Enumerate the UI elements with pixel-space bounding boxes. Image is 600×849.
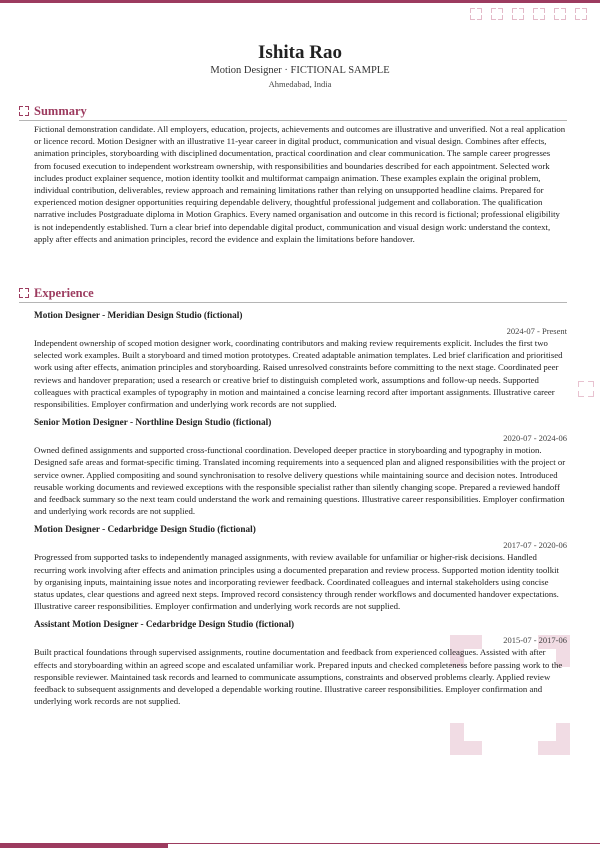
corner-mark-icon	[554, 8, 566, 20]
job-title: Motion Designer - Cedarbridge Design Studio (fictional)	[34, 525, 256, 536]
corner-mark-icon	[491, 8, 503, 20]
job-description: Progressed from supported tasks to independently managed assignments, with review available for unfamiliar or higher-risk decisions. Handled recurring work involving after effects and animation principles using a documented preparation and review process. Supported motion identity toolkit by organising inputs, maintaining issue notes and incorporating reviewer feedback. Coordinated colleagues and internal stakeholders using concise status updates, clear questions and agreed next steps. Improved record consistency through render workflows and documented handover expectations. Illustrative career responsibilities. Employer confirmation and underlying work records are not supplied.	[34, 552, 559, 612]
section-marker-icon	[19, 288, 29, 298]
job-entry	[34, 417, 567, 517]
summary-section	[19, 102, 567, 245]
job-title: Senior Motion Designer - Northline Design Studio (fictional)	[34, 418, 272, 429]
job-entry	[34, 524, 567, 612]
section-header	[19, 102, 567, 121]
header-decoration	[470, 8, 587, 20]
job-dates: 2015-07 - 2017-06	[503, 635, 567, 646]
corner-mark-icon	[470, 8, 482, 20]
side-corner-mark-icon	[578, 381, 594, 397]
person-location: Ahmedabad, India	[268, 79, 332, 89]
person-headline: Motion Designer · FICTIONAL SAMPLE	[210, 65, 390, 76]
corner-mark-icon	[533, 8, 545, 20]
job-description: Built practical foundations through supervised assignments, routine documentation and feedback from experienced colleagues. Assisted with after effects and storyboarding within an agreed scope and escalated unfamiliar work. Prepared inputs and checked completeness before passing work to the responsible reviewer. Maintained task records and learned to communicate assumptions, constraints and observed problems clearly. Applied review feedback to subsequent assignments and developed a dependable working routine. Illustrative career responsibilities. Employer confirmation and underlying work records are not supplied.	[34, 647, 563, 707]
job-title: Assistant Motion Designer - Cedarbridge Design Studio (fictional)	[34, 620, 295, 631]
job-dates: 2020-07 - 2024-06	[503, 433, 567, 444]
job-dates: 2017-07 - 2020-06	[503, 540, 567, 551]
bottom-accent-bar	[0, 843, 168, 848]
job-description: Owned defined assignments and supported cross-functional coordination. Developed deeper practice in storyboarding and typography in motion. Designed safe areas and format-specific timing. Translated incoming requirements into a sequenced plan and aligned responsibilities with the project or service owner. Applied compositing and sound synchronisation to resolve delivery questions while maintaining source and decision notes. Introduced reusable working documents and reviewed exceptions with the responsible specialist rather than silently changing scope. Prepared a reviewed handoff and feedback summary so the next team could understand the work and remaining questions. Illustrative career responsibilities. Employer confirmation and underlying work records are not supplied.	[34, 445, 566, 517]
corner-mark-icon	[575, 8, 587, 20]
job-dates: 2024-07 - Present	[506, 326, 567, 336]
resume-header	[0, 42, 600, 90]
corner-mark-icon	[512, 8, 524, 20]
job-description: Independent ownership of scoped motion designer work, coordinating contributors and making review requirements explicit. Includes the first two selected work examples. Built a storyboard and timed motion prototypes. Created adaptable animation templates. Led brief clarification and prioritised work using after effects, animation principles and storyboarding. Raised unresolved constraints before committing to the next stage. Coordinated peer reviews and handover preparation; used a research or creative brief to distinguish completed work, assumptions and follow-up needs. Supported colleagues with practical examples of typography in motion and maintained a concise learning record after important assignments. Illustrative career responsibilities. Employer confirmation and underlying work records are not supplied.	[34, 338, 563, 410]
person-name: Ishita Rao	[258, 42, 342, 63]
section-marker-icon	[19, 106, 29, 116]
job-entry	[34, 619, 567, 707]
section-title: Summary	[34, 103, 87, 118]
summary-text: Fictional demonstration candidate. All employers, education, projects, achievements and outcomes are illustrative and unverified. Not a real application or licence record. Motion Designer with an illustrative 11-year career in digital product, communication and visual design. Combines after effects, animation principles, storyboarding with disciplined documentation, practical coordination and clear communication. The sample career progresses from focused execution to independent workstream ownership, with responsibilities and boundaries described for each appointment. Selected work includes product explainer sequence, motion identity toolkit and multiformat campaign animation. These examples explain the original problem, individual contribution, deliverables, review approach and remaining limitations rather than relying on unsupported headline claims. Prepared for experienced motion designer opportunities requiring dependable delivery, thoughtful professional judgement and collaboration. The qualification narrative includes Postgraduate diploma in Motion Graphics. Every named organisation and outcome in this record is fictional; professional eligibility is not independently established. Turn a clear brief into dependable digital product, communication and visual design work: understand the context, apply after effects and animation principles, record the evidence and explain the limitations before handover.	[34, 124, 566, 244]
job-title: Motion Designer - Meridian Design Studio (fictional)	[34, 311, 243, 321]
experience-section	[19, 284, 567, 707]
job-entry	[34, 310, 567, 410]
section-title: Experience	[34, 285, 94, 300]
section-header	[19, 284, 567, 303]
top-accent-bar	[0, 0, 600, 3]
